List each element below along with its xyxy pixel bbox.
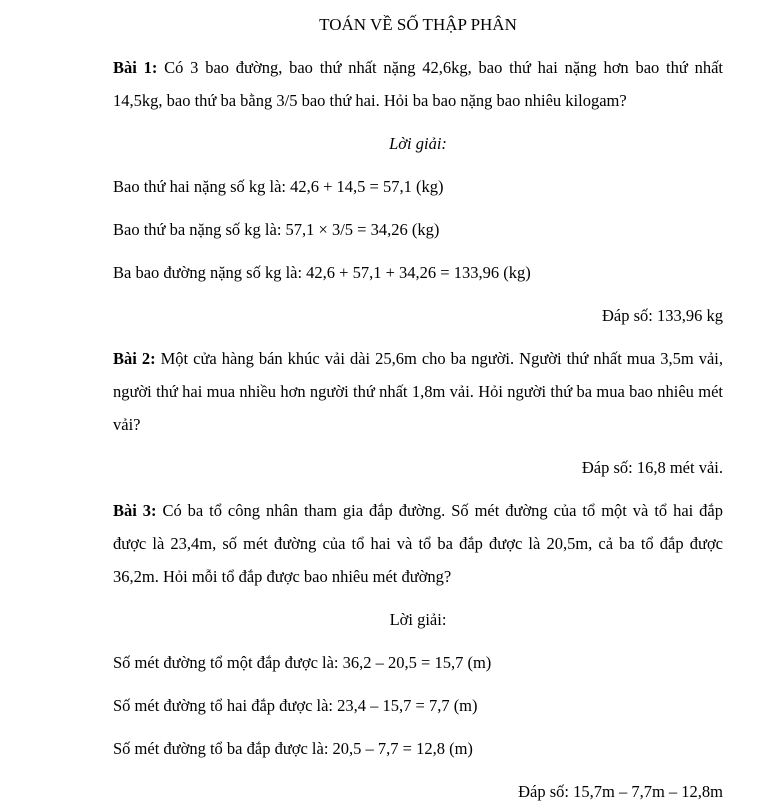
problem-3-text: Có ba tổ công nhân tham gia đắp đường. Số mét đường của tổ một và tổ hai đắp được là 23,4m, số mét đường của tổ hai và tổ ba đắp được là 20,5m, cả ba tổ đắp được 36,2m. Hỏi mỗi tổ đắp được bao nhiêu mét đường? xyxy=(113,501,724,586)
problem-3-label: Bài 3: xyxy=(113,501,157,520)
problem-2-statement xyxy=(113,342,723,441)
problem-3-answer: Đáp số: 15,7m – 7,7m – 12,8m xyxy=(518,782,723,801)
problem-1-solution-line-3: Ba bao đường nặng số kg là: 42,6 + 57,1 + 34,26 = 133,96 (kg) xyxy=(113,263,531,282)
problem-1-statement xyxy=(113,51,723,117)
problem-3-solution-line-2: Số mét đường tổ hai đắp được là: 23,4 – 15,7 = 7,7 (m) xyxy=(113,696,478,715)
problem-2-label: Bài 2: xyxy=(113,349,156,368)
problem-3-solution-line-3: Số mét đường tổ ba đắp được là: 20,5 – 7,7 = 12,8 (m) xyxy=(113,739,473,758)
problem-1-text: Có 3 bao đường, bao thứ nhất nặng 42,6kg, bao thứ hai nặng hơn bao thứ nhất 14,5kg, bao thứ ba bằng 3/5 bao thứ hai. Hỏi ba bao nặng bao nhiêu kilogam? xyxy=(113,58,723,110)
problem-1-solution-line-2: Bao thứ ba nặng số kg là: 57,1 × 3/5 = 34,26 (kg) xyxy=(113,220,440,239)
page-title: TOÁN VỀ SỐ THẬP PHÂN xyxy=(319,15,517,34)
problem-1-answer: Đáp số: 133,96 kg xyxy=(602,306,723,325)
problem-1-label: Bài 1: xyxy=(113,58,158,77)
problem-3-statement xyxy=(113,494,723,593)
problem-1-solution-heading: Lời giải: xyxy=(389,134,447,153)
problem-1-solution-line-1: Bao thứ hai nặng số kg là: 42,6 + 14,5 = 57,1 (kg) xyxy=(113,177,444,196)
problem-3-solution-heading: Lời giải: xyxy=(389,610,447,629)
problem-2-text: Một cửa hàng bán khúc vải dài 25,6m cho ba người. Người thứ nhất mua 3,5m vải, người thứ hai mua nhiều hơn người thứ nhất 1,8m vải. Hỏi người thứ ba mua bao nhiêu mét vải? xyxy=(113,349,723,434)
problem-2-answer: Đáp số: 16,8 mét vải. xyxy=(581,458,723,477)
problem-3-solution-line-1: Số mét đường tổ một đắp được là: 36,2 – 20,5 = 15,7 (m) xyxy=(113,653,492,672)
